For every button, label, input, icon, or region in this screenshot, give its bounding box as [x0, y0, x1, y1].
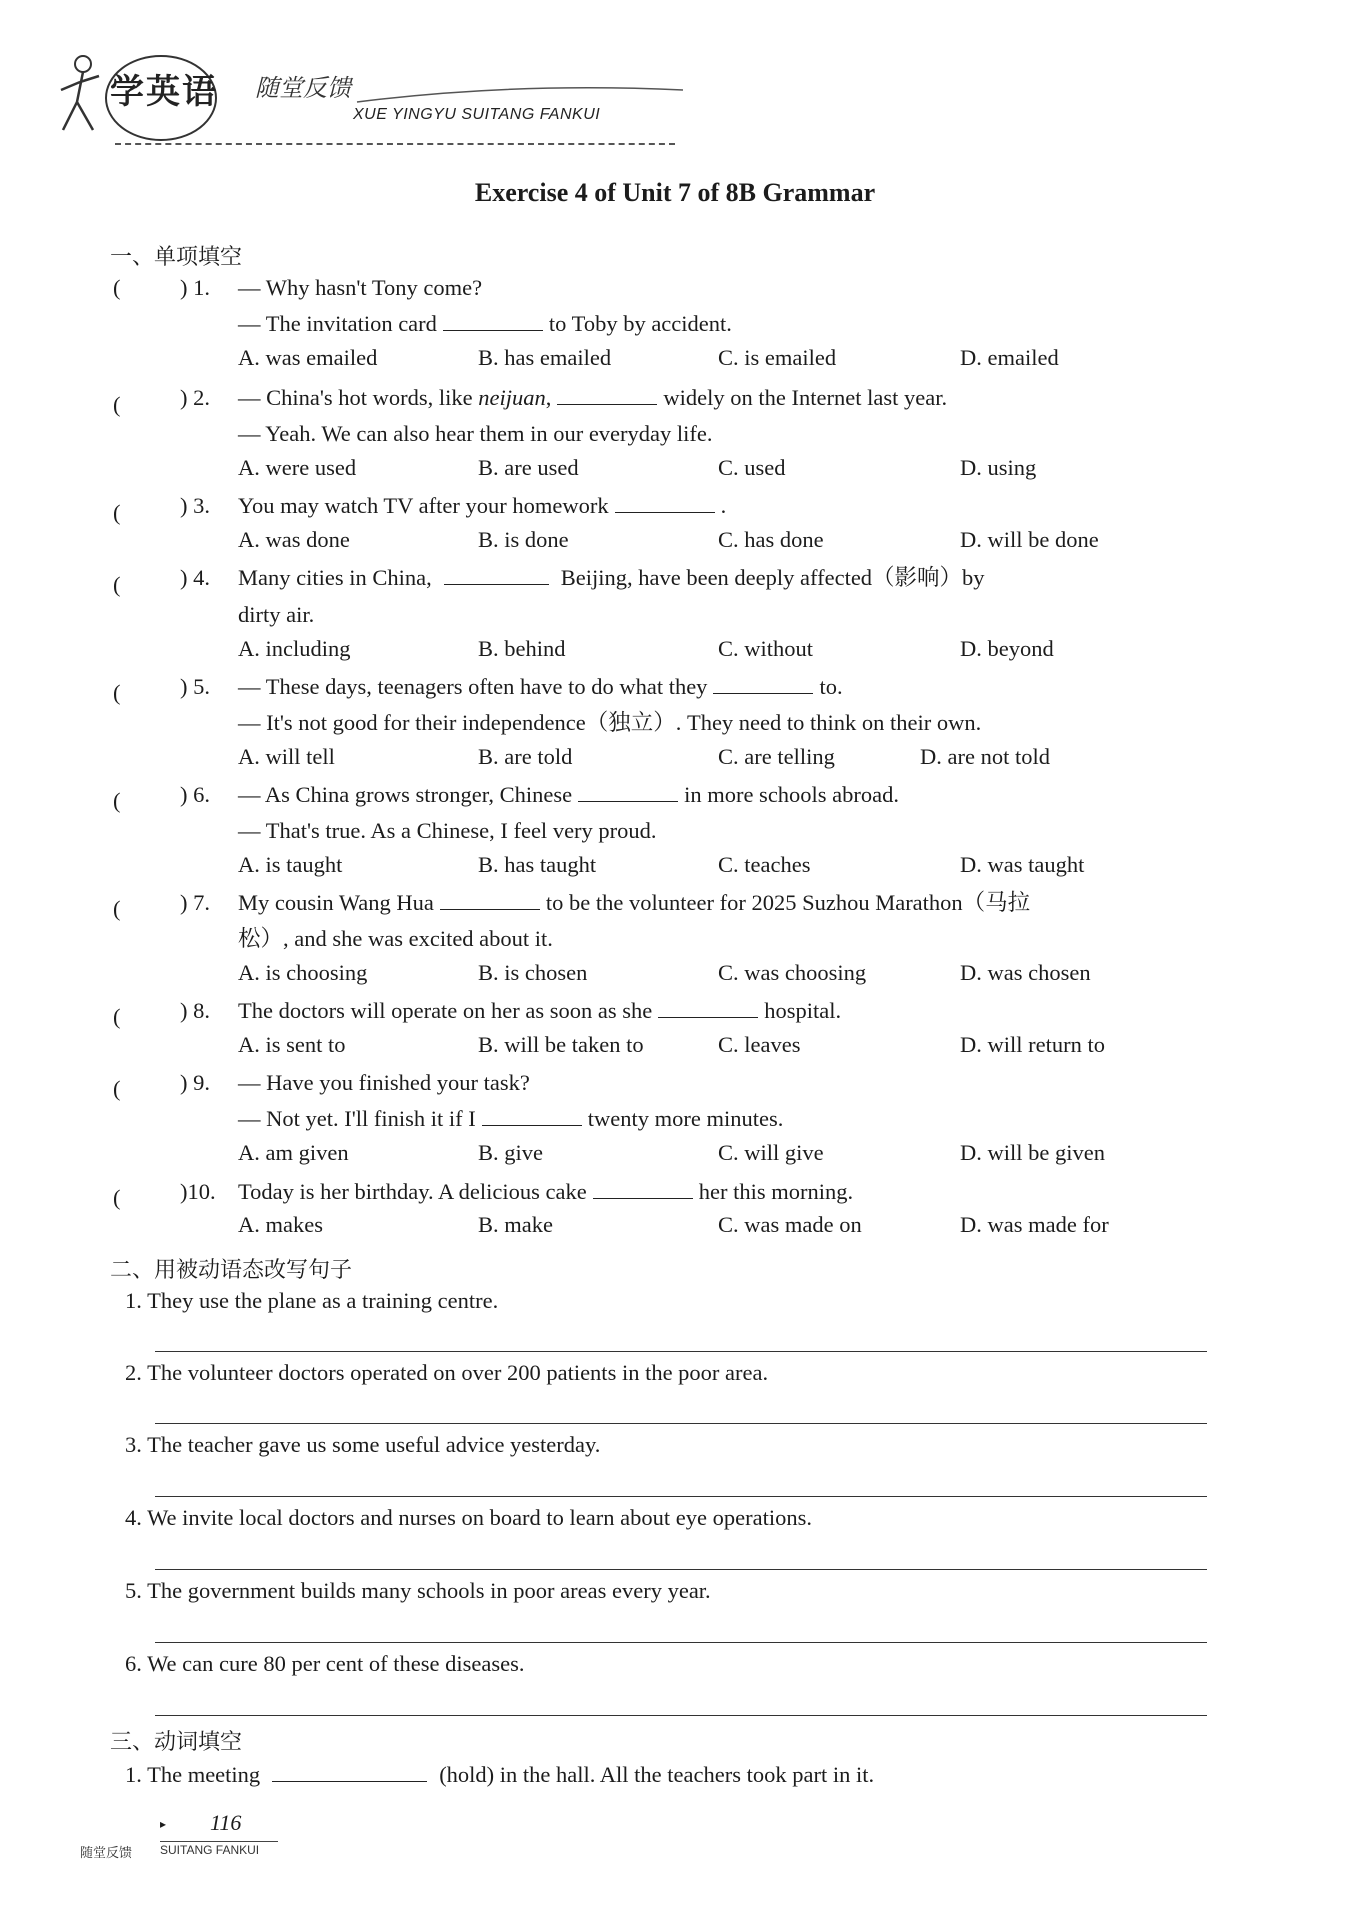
rewrite-item-4: 4. We invite local doctors and nurses on board to learn about eye operations.	[125, 1505, 812, 1530]
answer-bracket-8: (	[113, 1004, 121, 1029]
logo-swoosh-icon	[355, 86, 685, 106]
logo-handwriting: 随堂反馈	[255, 74, 351, 102]
rewrite-item-3: 3. The teacher gave us some useful advice yesterday.	[125, 1432, 601, 1457]
answer-bracket-10: (	[113, 1185, 121, 1210]
answer-blank-1[interactable]	[443, 308, 543, 331]
question-7-line-2: 松）, and she was excited about it.	[238, 926, 553, 951]
answer-blank-8[interactable]	[658, 995, 758, 1018]
page-title: Exercise 4 of Unit 7 of 8B Grammar	[474, 178, 876, 207]
answer-bracket-3: (	[113, 500, 121, 525]
page-number: 116	[210, 1810, 242, 1835]
option-3b[interactable]: B. is done	[478, 527, 569, 552]
option-8a[interactable]: A. is sent to	[238, 1032, 346, 1057]
answer-bracket-9: (	[113, 1076, 121, 1101]
question-6-line-2: — That's true. As a Chinese, I feel very proud.	[238, 818, 657, 843]
question-6-line-1: — As China grows stronger, Chinese in more schools abroad.	[238, 777, 899, 813]
option-6b[interactable]: B. has taught	[478, 852, 597, 877]
option-9c[interactable]: C. will give	[718, 1140, 824, 1165]
answer-line-4[interactable]	[155, 1569, 1207, 1570]
option-4a[interactable]: A. including	[238, 636, 351, 661]
option-10b[interactable]: B. make	[478, 1212, 553, 1237]
option-3c[interactable]: C. has done	[718, 527, 824, 552]
option-10d[interactable]: D. was made for	[960, 1212, 1109, 1237]
option-2c[interactable]: C. used	[718, 455, 786, 480]
option-6c[interactable]: C. teaches	[718, 852, 811, 877]
answer-bracket-5: (	[113, 680, 121, 705]
question-8-line-1: The doctors will operate on her as soon as she hospital.	[238, 993, 841, 1029]
option-1b[interactable]: B. has emailed	[478, 345, 612, 370]
question-1-line-2: — The invitation card to Toby by accident.	[238, 306, 732, 342]
question-number-5: ) 5.	[180, 674, 210, 699]
option-9d[interactable]: D. will be given	[960, 1140, 1105, 1165]
logo-english-subtitle: XUE YINGYU SUITANG FANKUI	[353, 106, 601, 123]
answer-blank-2[interactable]	[557, 382, 657, 405]
verb-fill-blank-1[interactable]	[272, 1759, 427, 1782]
answer-blank-6[interactable]	[578, 779, 678, 802]
question-5-line-2: — It's not good for their independence（独立）. They need to think on their own.	[238, 710, 982, 735]
question-number-10: )10.	[180, 1179, 216, 1204]
answer-line-3[interactable]	[155, 1496, 1207, 1497]
option-8b[interactable]: B. will be taken to	[478, 1032, 644, 1057]
question-number-1: ) 1.	[180, 275, 210, 300]
question-number-8: ) 8.	[180, 998, 210, 1023]
section-heading-passive-rewrite: 二、用被动语态改写句子	[110, 1258, 353, 1283]
answer-blank-3[interactable]	[615, 490, 715, 513]
answer-blank-7[interactable]	[440, 887, 540, 910]
option-10c[interactable]: C. was made on	[718, 1212, 862, 1237]
question-3-line-1: You may watch TV after your homework .	[238, 488, 726, 524]
footer-english-label: SUITANG FANKUI	[160, 1843, 260, 1857]
option-5a[interactable]: A. will tell	[238, 744, 335, 769]
question-1-line-1: — Why hasn't Tony come?	[238, 275, 483, 300]
rewrite-item-5: 5. The government builds many schools in poor areas every year.	[125, 1578, 711, 1603]
option-5b[interactable]: B. are told	[478, 744, 573, 769]
answer-blank-4[interactable]	[444, 562, 549, 585]
question-7-line-1: My cousin Wang Hua to be the volunteer for 2025 Suzhou Marathon（马拉	[238, 885, 1030, 921]
question-4-line-2: dirty air.	[238, 602, 315, 627]
answer-blank-9[interactable]	[482, 1103, 582, 1126]
rewrite-item-1: 1. They use the plane as a training centre.	[125, 1288, 499, 1313]
question-number-9: ) 9.	[180, 1070, 210, 1095]
answer-line-2[interactable]	[155, 1423, 1207, 1424]
option-8d[interactable]: D. will return to	[960, 1032, 1105, 1057]
rewrite-item-2: 2. The volunteer doctors operated on over 200 patients in the poor area.	[125, 1360, 769, 1385]
answer-bracket-1: (	[113, 275, 121, 300]
option-5c[interactable]: C. are telling	[718, 744, 835, 769]
question-2-line-1: — China's hot words, like neijuan, widely on the Internet last year.	[238, 380, 947, 416]
footer-chinese-label: 随堂反馈	[80, 1846, 133, 1861]
header-logo	[55, 50, 635, 145]
answer-bracket-2: (	[113, 392, 121, 417]
option-7d[interactable]: D. was chosen	[960, 960, 1091, 985]
option-3d[interactable]: D. will be done	[960, 527, 1099, 552]
option-7c[interactable]: C. was choosing	[718, 960, 867, 985]
option-8c[interactable]: C. leaves	[718, 1032, 801, 1057]
logo-chinese-title: 学英语	[110, 72, 218, 112]
question-2-line-2: — Yeah. We can also hear them in our everyday life.	[238, 421, 713, 446]
option-7a[interactable]: A. is choosing	[238, 960, 368, 985]
option-3a[interactable]: A. was done	[238, 527, 350, 552]
footer-arrow-icon: ▸	[160, 1817, 167, 1831]
answer-bracket-6: (	[113, 788, 121, 813]
question-4-line-1: Many cities in China, Beijing, have been deeply affected（影响）by	[238, 560, 1213, 596]
option-4c[interactable]: C. without	[718, 636, 814, 661]
footer-divider	[160, 1841, 278, 1842]
option-10a[interactable]: A. makes	[238, 1212, 323, 1237]
option-6d[interactable]: D. was taught	[960, 852, 1085, 877]
answer-blank-10[interactable]	[593, 1176, 693, 1199]
question-number-4: ) 4.	[180, 565, 210, 590]
option-2d[interactable]: D. using	[960, 455, 1037, 480]
verb-fill-item-1: 1. The meeting (hold) in the hall. All the teachers took part in it.	[125, 1757, 874, 1793]
question-number-6: ) 6.	[180, 782, 210, 807]
question-9-line-1: — Have you finished your task?	[238, 1070, 530, 1095]
option-1d[interactable]: D. emailed	[960, 345, 1059, 370]
option-6a[interactable]: A. is taught	[238, 852, 343, 877]
option-1a[interactable]: A. was emailed	[238, 345, 378, 370]
question-number-3: ) 3.	[180, 493, 210, 518]
answer-line-6[interactable]	[155, 1715, 1207, 1716]
option-9b[interactable]: B. give	[478, 1140, 543, 1165]
rewrite-item-6: 6. We can cure 80 per cent of these diseases.	[125, 1651, 525, 1676]
question-5-line-1: — These days, teenagers often have to do what they to.	[238, 669, 843, 705]
option-4d[interactable]: D. beyond	[960, 636, 1054, 661]
answer-bracket-7: (	[113, 896, 121, 921]
option-2a[interactable]: A. were used	[238, 455, 357, 480]
option-9a[interactable]: A. am given	[238, 1140, 349, 1165]
section-heading-verb-fill: 三、动词填空	[110, 1730, 243, 1755]
header-dashed-divider	[115, 143, 675, 145]
question-number-7: ) 7.	[180, 890, 210, 915]
option-4b[interactable]: B. behind	[478, 636, 566, 661]
question-9-line-2: — Not yet. I'll finish it if I twenty more minutes.	[238, 1101, 783, 1137]
option-5d[interactable]: D. are not told	[920, 744, 1050, 769]
section-heading-multiple-choice: 一、单项填空	[110, 245, 243, 270]
answer-line-1[interactable]	[155, 1351, 1207, 1352]
answer-bracket-4: (	[113, 572, 121, 597]
option-2b[interactable]: B. are used	[478, 455, 579, 480]
question-number-2: ) 2.	[180, 385, 210, 410]
option-1c[interactable]: C. is emailed	[718, 345, 837, 370]
question-10-line-1: Today is her birthday. A delicious cake her this morning.	[238, 1174, 853, 1210]
answer-blank-5[interactable]	[713, 671, 813, 694]
answer-line-5[interactable]	[155, 1642, 1207, 1643]
option-7b[interactable]: B. is chosen	[478, 960, 588, 985]
